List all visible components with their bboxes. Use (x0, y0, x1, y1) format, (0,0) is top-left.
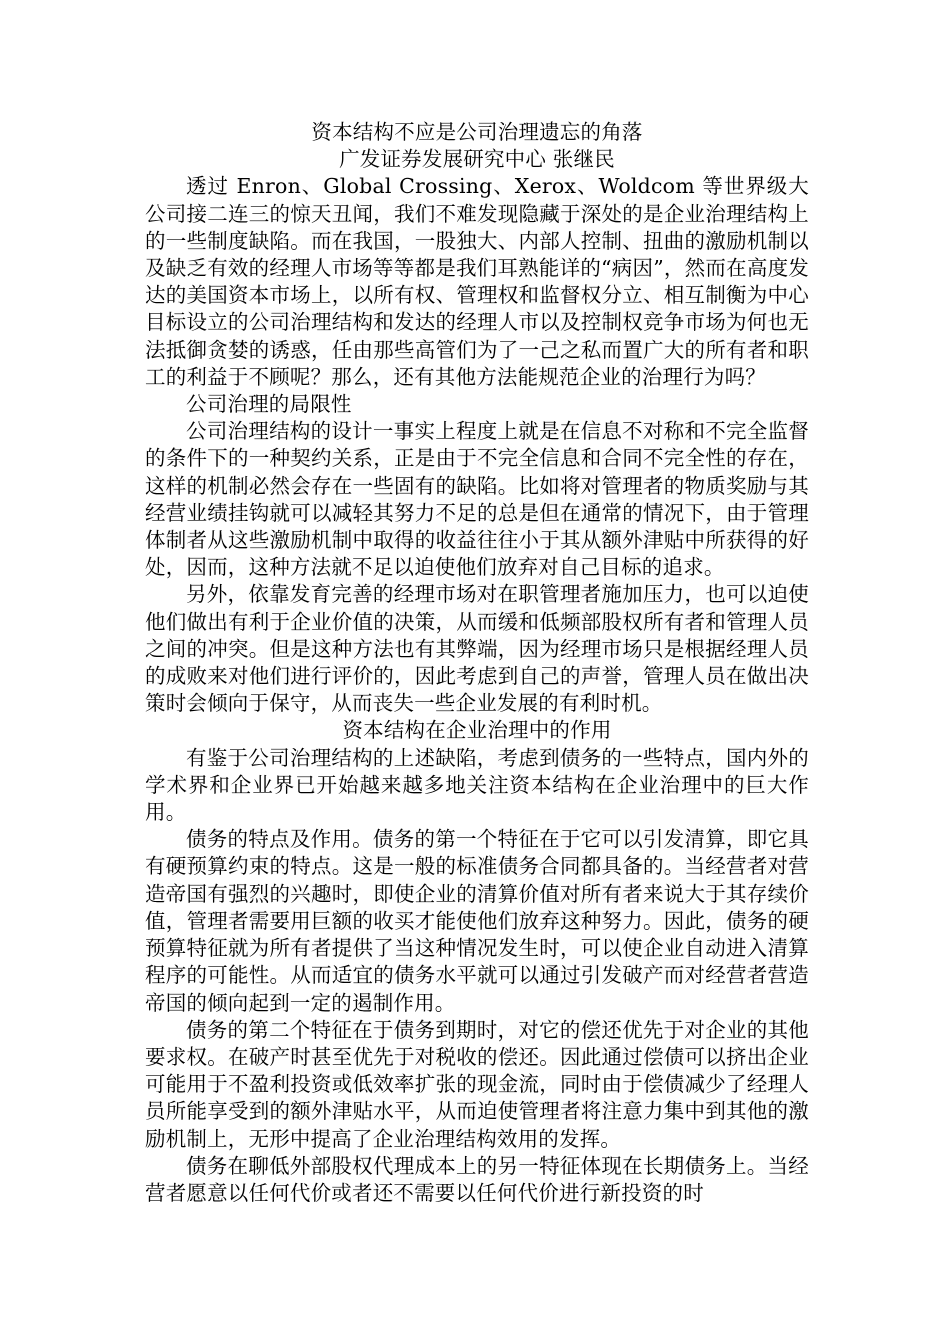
document-author: 广发证券发展研究中心 张继民 (339, 147, 615, 172)
paragraph: 公司治理结构的设计一事实上程度上就是在信息不对称和不完全监督的条件下的一种契约关系，正是由于不完全信息和合同不完全性的存在，这样的机制必然会存在一些固有的缺陷。比如将对管理者的物质奖励与其经营业绩挂钩就可以减轻其努力不足的总是但在通常的情况下，由于管理体制者从这些激励机制中取得的收益往往小于其从额外津贴中所获得的好处，因而，这种方法就不足以迫使他们放弃对自己目标的追求。 (145, 419, 809, 580)
paragraph: 债务的第二个特征在于债务到期时，对它的偿还优先于对企业的其他要求权。在破产时甚至优先于对税收的偿还。因此通过偿债可以挤出企业可能用于不盈利投资或低效率扩张的现金流，同时由于偿债减少了经理人员所能享受到的额外津贴水平，从而迫使管理者将注意力集中到其他的激励机制上，无形中提高了企业治理结构效用的发挥。 (145, 1017, 809, 1151)
paragraph: 债务在聊低外部股权代理成本上的另一特征体现在长期债务上。当经营者愿意以任何代价或者还不需要以任何代价进行新投资的时 (145, 1153, 809, 1205)
paragraph: 有鉴于公司治理结构的上述缺陷，考虑到债务的一些特点，国内外的学术界和企业界已开始越来越多地关注资本结构在企业治理中的巨大作用。 (145, 745, 809, 825)
paragraph: 债务的特点及作用。债务的第一个特征在于它可以引发清算，即它具有硬预算约束的特点。这是一般的标准债务合同都具备的。当经营者对营造帝国有强烈的兴趣时，即使企业的清算价值对所有者来说大于其存续价值，管理者需要用巨额的收买才能使他们放弃这种努力。因此，债务的硬预算特征就为所有者提供了当这种情况发生时，可以使企业自动进入清算程序的可能性。从而适宜的债务水平就可以通过引发破产而对经营者营造帝国的倾向起到一定的遏制作用。 (145, 827, 809, 1015)
intro-paragraph: 透过 Enron、Global Crossing、Xerox、Woldcom 等世界级大公司接二连三的惊天丑闻，我们不难发现隐藏于深处的是企业治理结构上的一些制度缺陷。而在我国，一股独大、内部人控制、扭曲的激励机制以及缺乏有效的经理人市场等等都是我们耳熟能详的“病因”，然而在高度发达的美国资本市场上，以所有权、管理权和监督权分立、相互制衡为中心目标设立的公司治理结构和发达的经理人市以及控制权竞争市场为何也无法抵御贪婪的诱惑，任由那些高管们为了一己之私而置广大的所有者和职工的利益于不顾呢？那么，还有其他方法能规范企业的治理行为吗？ (145, 174, 809, 389)
section-heading-limitations: 公司治理的局限性 (186, 392, 352, 417)
section-heading-capital-structure: 资本结构在企业治理中的作用 (342, 718, 612, 743)
document-title: 资本结构不应是公司治理遗忘的角落 (311, 120, 643, 144)
document-page (145, 119, 809, 1207)
paragraph: 另外，依靠发育完善的经理市场对在职管理者施加压力，也可以迫使他们做出有利于企业价值的决策，从而缓和低频部股权所有者和管理人员之间的冲突。但是这种方法也有其弊端，因为经理市场只是根据经理人员的成败来对他们进行评价的，因此考虑到自己的声誉，管理人员在做出决策时会倾向于保守，从而丧失一些企业发展的有利时机。 (145, 582, 809, 716)
